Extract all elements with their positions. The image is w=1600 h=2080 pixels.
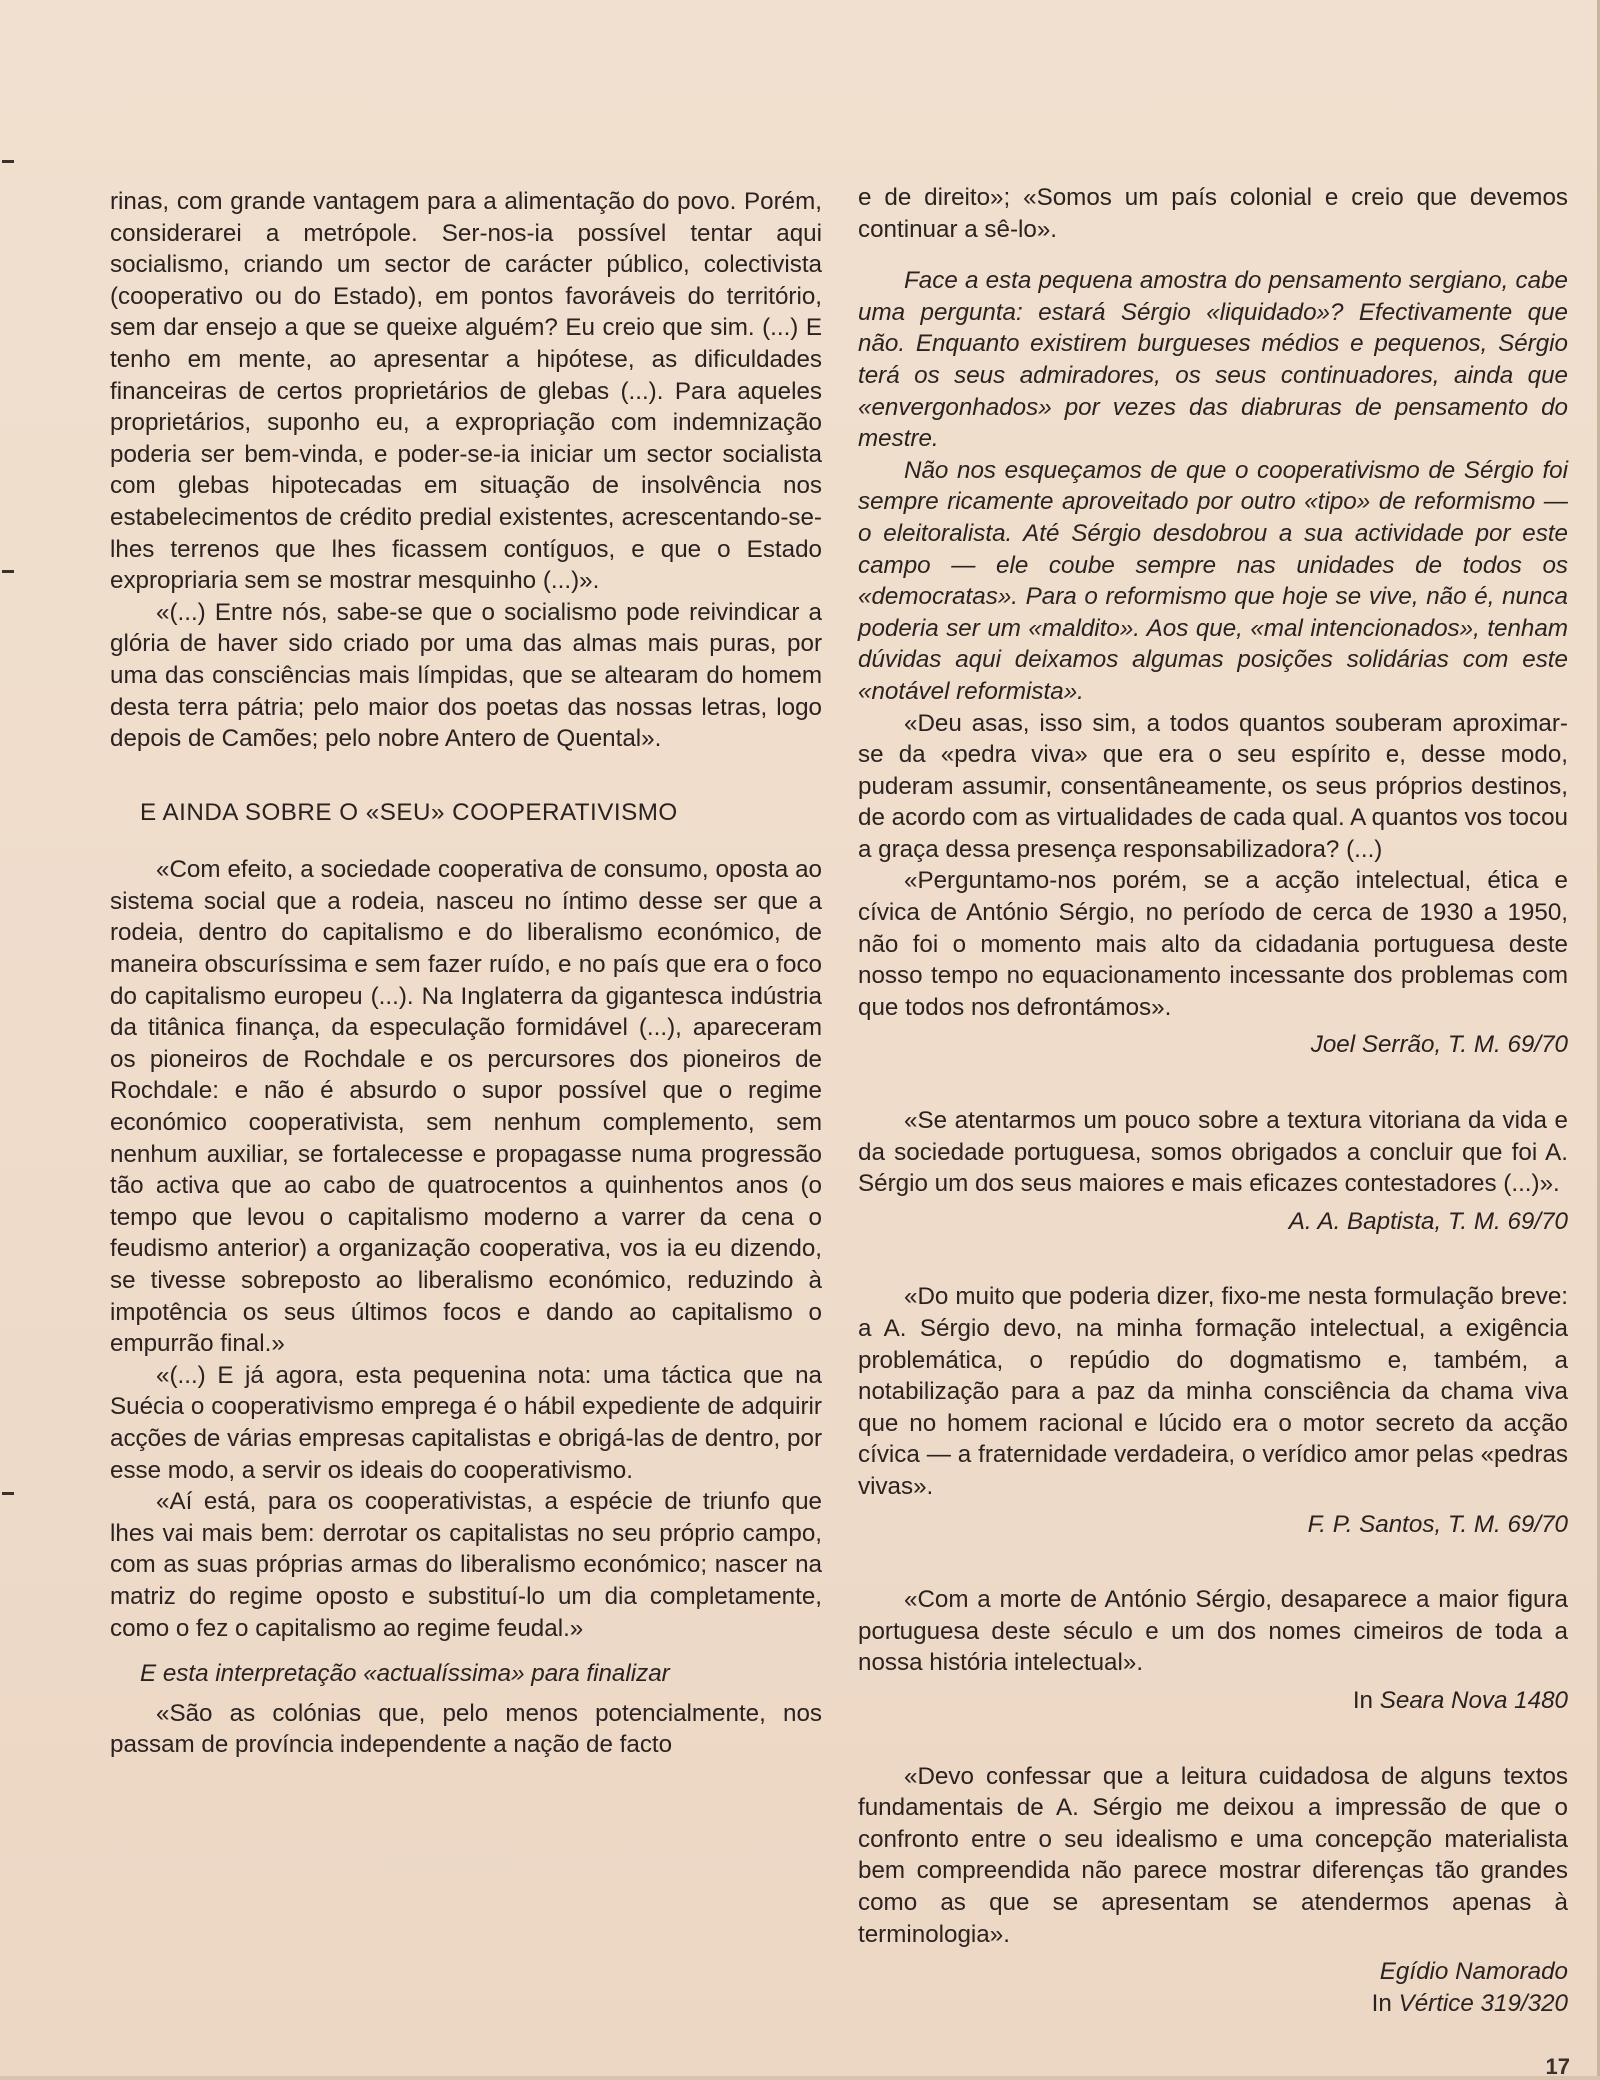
margin-mark — [2, 1492, 14, 1495]
quote-paragraph: «Com efeito, a sociedade cooperativa de consumo, oposta ao sistema social que a rodeia, nasceu no íntimo desse ser que a rodeia, dentro do capitalismo e do liberalismo económico, de maneira obscuríssima e sem fazer ruído, e no país que era o foco do capitalismo europeu (...). Na Inglaterra da gigantesca indústria da titânica finança, da especulação formidável (...), apareceram os pioneiros de Rochdale e os percursores dos pioneiros de Rochdale: e não é absurdo o supor possível que o regime económico cooperativista, sem nenhum complemento, sem nenhum auxiliar, se fortalecesse e propagasse numa progressão tão activa que ao cabo de quatrocentos a quinhentos anos (o tempo que levou o capitalismo moderno a varrer da cena o feudismo anterior) a organização cooperativa, vos ia eu dizendo, se tivesse sobreposto ao liberalismo económico, reduzindo à impotência os seus últimos focos e dando ao capitalismo o empurrão final.» — [110, 856, 822, 1358]
section-heading: E AINDA SOBRE O «SEU» COOPERATIVISMO — [140, 798, 678, 826]
attribution-prefix: In — [1352, 1686, 1380, 1714]
quote-paragraph: «Deu asas, isso sim, a todos quantos souberam aproximar-se da «pedra viva» que era o seu espírito e, desse modo, puderam assumir, consentâneamente, os seus próprios destinos, de acordo com as virtualidades de cada qual. A quantos vos tocou a graça dessa presença responsabilizadora? (...) — [858, 709, 1568, 863]
paragraph: rinas, com grande vantagem para a alimentação do povo. Porém, considerarei a metrópole. Ser-nos-ia possível tentar aqui socialismo, criando um sector de carácter público, colectivista (cooperativo ou do Estado), em pontos favoráveis do território, sem dar ensejo a que se queixe alguém? Eu creio que sim. (...) E tenho em mente, ao apresentar a hipótese, as dificuldades financeiras de certos proprietários de glebas (...). Para aqueles proprietários, suponho eu, a expropriação com indemnização poderia ser bem-vinda, e poder-se-ia iniciar um sector socialista com glebas hipotecadas em situação de insolvência nos estabelecimentos de crédito predial existentes, acrescentando-se-lhes terrenos que lhes ficassem contíguos, e que o Estado expropriaria sem se mostrar mesquinho (...)». — [110, 188, 822, 595]
commentary-paragraph: Face a esta pequena amostra do pensamento sergiano, cabe uma pergunta: estará Sérgio «liquidado»? Efectivamente que não. Enquanto existirem burgueses médios e pequenos, Sérgio terá os seus admiradores, os seus continuadores, ainda que «envergonhados» por vezes das diabruras de pensamento do mestre. — [858, 267, 1568, 453]
attribution-source: Vértice 319/320 — [1398, 1989, 1568, 2017]
attribution-source: Seara Nova 1480 — [1379, 1686, 1568, 1714]
quote-paragraph: «Do muito que poderia dizer, fixo-me nesta formulação breve: a A. Sérgio devo, na minha formação intelectual, a exigência problemática, o repúdio do dogmatismo e, também, a notabilização para a paz da minha consciência da chama viva que no homem racional e lúcido era o motor secreto da acção cívica — a fraternidade verdadeira, o verídico amor pelas «pedras vivas». — [858, 1283, 1568, 1500]
left-column — [110, 186, 822, 1761]
italic-subheading: E esta interpretação «actualíssima» para finalizar — [140, 1660, 670, 1688]
quote-paragraph: «Devo confessar que a leitura cuidadosa de alguns textos fundamentais de A. Sérgio me deixou a impressão de que o confronto entre o seu idealismo e uma concepção materialista bem compreendida não parece mostrar diferenças tão grandes como as que se apresentam se atendermos apenas à terminologia». — [858, 1762, 1568, 1948]
margin-mark — [2, 160, 14, 163]
quote-attribution: Joel Serrão, T. M. 69/70 — [1310, 1031, 1568, 1059]
quote-paragraph: «(...) E já agora, esta pequenina nota: uma táctica que na Suécia o cooperativismo emprega é o hábil expediente de adquirir acções de várias empresas capitalistas e obrigá-las de dentro, por esse modo, a servir os ideais do cooperativismo. — [110, 1361, 822, 1484]
right-column — [858, 182, 1568, 2019]
margin-mark — [2, 570, 14, 573]
quote-paragraph: «São as colónias que, pelo menos potencialmente, nos passam de província independente a nação de facto — [110, 1699, 822, 1759]
page-number: 17 — [1545, 2054, 1570, 2079]
quote-attribution: F. P. Santos, T. M. 69/70 — [1307, 1510, 1568, 1538]
quote-paragraph: «Aí está, para os cooperativistas, a espécie de triunfo que lhes vai mais bem: derrotar os capitalistas no seu próprio campo, com as suas próprias armas do liberalismo económico; nascer na matriz do regime oposto e substituí-lo um dia completamente, como o fez o capitalismo ao regime feudal.» — [110, 1488, 822, 1642]
page-edge — [0, 2076, 1600, 2080]
paragraph: e de direito»; «Somos um país colonial e creio que devemos continuar a sê-lo». — [858, 184, 1568, 243]
quote-paragraph: «Se atentarmos um pouco sobre a textura vitoriana da vida e da sociedade portuguesa, somos obrigados a concluir que foi A. Sérgio um dos seus maiores e mais eficazes contestadores (...)». — [858, 1107, 1568, 1198]
quote-paragraph: «Com a morte de António Sérgio, desaparece a maior figura portuguesa deste século e um dos nomes cimeiros de toda a nossa história intelectual». — [858, 1586, 1568, 1677]
quote-attribution — [858, 1988, 1568, 2020]
quote-attribution: A. A. Baptista, T. M. 69/70 — [1288, 1207, 1568, 1235]
quote-paragraph: «Perguntamo-nos porém, se a acção intelectual, ética e cívica de António Sérgio, no período de cerca de 1930 a 1950, não foi o momento mais alto da cidadania portuguesa deste nosso tempo no equacionamento incessante dos problemas com que todos nos defrontámos». — [858, 867, 1568, 1021]
quote-author: Egídio Namorado — [1379, 1958, 1568, 1986]
commentary-paragraph: Não nos esqueçamos de que o cooperativismo de Sérgio foi sempre ricamente aproveitado por outro «tipo» de reformismo — o eleitoralista. Até Sérgio desdobrou a sua actividade por este campo — ele coube sempre nas unidades de todos os «democratas». Para o reformismo que hoje se vive, não é, nunca poderia ser um «maldito». Aos que, «mal intencionados», tenham dúvidas aqui deixamos algumas posições solidárias com este «notável reformista». — [858, 456, 1568, 705]
quote-attribution — [858, 1685, 1568, 1717]
paragraph: «(...) Entre nós, sabe-se que o socialismo pode reivindicar a glória de haver sido criado por uma das almas mais puras, por uma das consciências mais límpidas, que se altearam do homem desta terra pátria; pelo maior dos poetas das nossas letras, logo depois de Camões; pelo nobre Antero de Quental». — [110, 598, 822, 753]
attribution-prefix: In — [1371, 1989, 1399, 2017]
